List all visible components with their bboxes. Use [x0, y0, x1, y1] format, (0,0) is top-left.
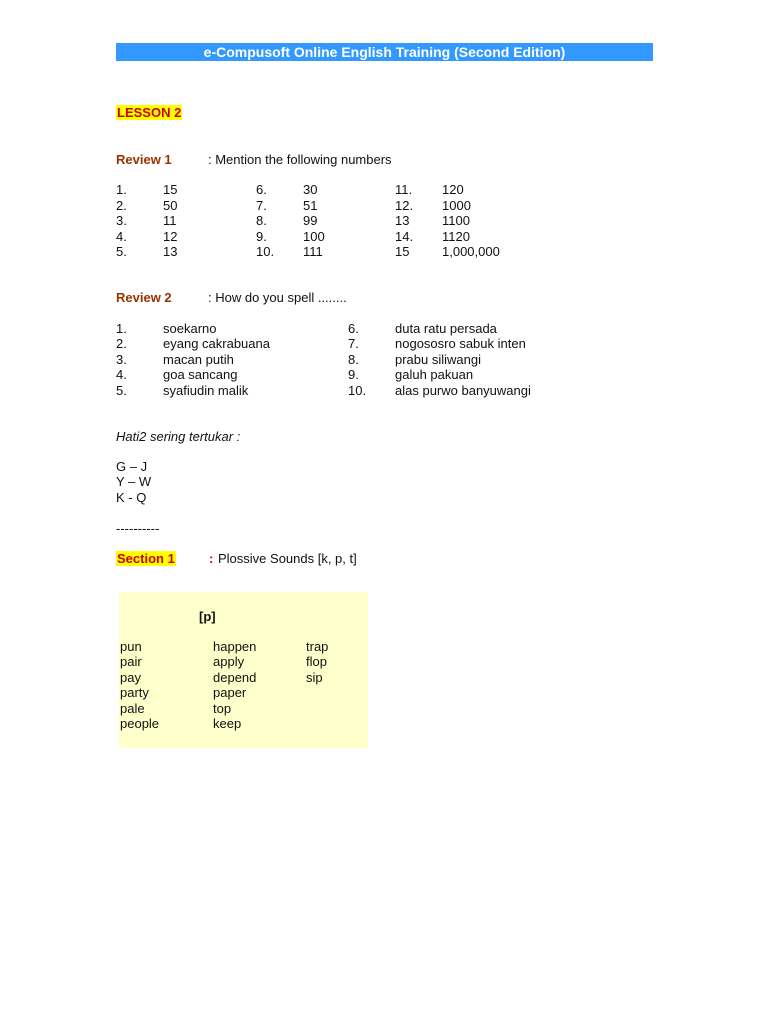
note-pair: K - Q [116, 490, 147, 505]
section1-label: Section 1 [117, 551, 175, 566]
list-item-number: 4. [116, 367, 127, 382]
list-item-number: 2. [116, 198, 127, 213]
list-item-value: macan putih [163, 352, 234, 367]
word-item: pair [120, 654, 142, 669]
list-item-value: 1000 [442, 198, 471, 213]
note-pair: Y – W [116, 474, 152, 489]
list-item-number: 7. [348, 336, 359, 351]
list-item-value: 99 [303, 213, 318, 228]
review2-label: Review 2 [116, 290, 172, 305]
list-item-value: syafiudin malik [163, 383, 249, 398]
list-item-value: 1,000,000 [442, 244, 500, 259]
word-item: trap [306, 639, 329, 654]
list-item-value: 30 [303, 182, 318, 197]
list-item-value: galuh pakuan [395, 367, 474, 382]
list-item-number: 15 [395, 244, 410, 259]
list-item-value: nogososro sabuk inten [395, 336, 526, 351]
list-item-value: 51 [303, 198, 318, 213]
list-item-number: 12. [395, 198, 414, 213]
list-item-number: 8. [256, 213, 267, 228]
document-title-banner: e-Compusoft Online English Training (Second Edition) [116, 43, 653, 61]
word-item: pun [120, 639, 142, 654]
list-item-value: 11 [163, 213, 177, 228]
list-item-number: 10. [256, 244, 275, 259]
word-item: pale [120, 701, 145, 716]
list-item-number: 5. [116, 383, 127, 398]
p-sound-heading: [p] [199, 609, 216, 624]
section1-description: Plossive Sounds [k, p, t] [218, 551, 357, 566]
section1-colon: : [209, 551, 214, 566]
list-item-value: prabu siliwangi [395, 352, 481, 367]
list-item-value: 15 [163, 182, 178, 197]
section1-heading [116, 551, 176, 566]
word-item: keep [213, 716, 242, 731]
list-item-number: 1. [116, 182, 127, 197]
list-item-number: 14. [395, 229, 414, 244]
list-item-value: duta ratu persada [395, 321, 497, 336]
lesson-heading [116, 105, 182, 120]
list-item-value: 1100 [442, 213, 470, 228]
word-item: top [213, 701, 232, 716]
lesson-label: LESSON 2 [117, 105, 182, 120]
list-item-number: 1. [116, 321, 127, 336]
list-item-number: 8. [348, 352, 359, 367]
list-item-value: goa sancang [163, 367, 238, 382]
list-item-value: soekarno [163, 321, 217, 336]
list-item-number: 2. [116, 336, 127, 351]
list-item-number: 9. [256, 229, 267, 244]
list-item-number: 6. [256, 182, 267, 197]
list-item-value: alas purwo banyuwangi [395, 383, 531, 398]
list-item-number: 7. [256, 198, 267, 213]
list-item-number: 10. [348, 383, 367, 398]
list-item-number: 4. [116, 229, 127, 244]
list-item-number: 11. [395, 182, 413, 197]
note-pair: G – J [116, 459, 148, 474]
word-item: paper [213, 685, 247, 700]
note-heading: Hati2 sering tertukar : [116, 429, 241, 444]
word-item: party [120, 685, 149, 700]
list-item-number: 3. [116, 213, 127, 228]
list-item-value: eyang cakrabuana [163, 336, 270, 351]
list-item-number: 5. [116, 244, 127, 259]
list-item-value: 12 [163, 229, 178, 244]
word-item: apply [213, 654, 245, 669]
list-item-value: 1120 [442, 229, 470, 244]
word-item: happen [213, 639, 257, 654]
list-item-value: 50 [163, 198, 178, 213]
word-item: sip [306, 670, 323, 685]
word-item: people [120, 716, 160, 731]
review1-label: Review 1 [116, 152, 172, 167]
review2-instruction: : How do you spell ........ [208, 290, 347, 305]
divider-dashes: ---------- [116, 521, 160, 536]
list-item-number: 9. [348, 367, 359, 382]
word-item: pay [120, 670, 141, 685]
list-item-value: 120 [442, 182, 464, 197]
list-item-value: 111 [303, 244, 323, 259]
list-item-number: 13 [395, 213, 410, 228]
review1-instruction: : Mention the following numbers [208, 152, 392, 167]
list-item-value: 13 [163, 244, 178, 259]
list-item-number: 6. [348, 321, 359, 336]
word-item: depend [213, 670, 257, 685]
list-item-value: 100 [303, 229, 325, 244]
word-item: flop [306, 654, 327, 669]
list-item-number: 3. [116, 352, 127, 367]
